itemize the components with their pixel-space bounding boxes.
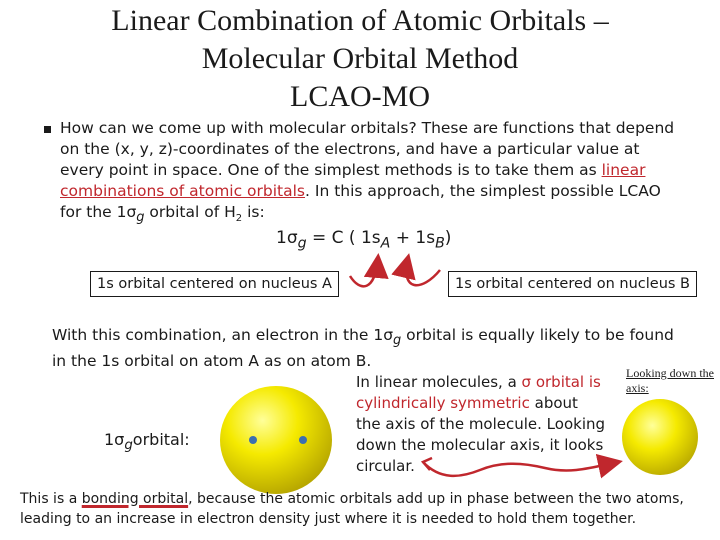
eq-sub-a: A bbox=[380, 235, 391, 252]
orbital-label-main: 1σ bbox=[104, 430, 125, 449]
lcao-link[interactable]: linear combinations of atomic orbitals bbox=[60, 161, 646, 200]
arrow-to-1sA bbox=[350, 258, 378, 286]
label-box-a: 1s orbital centered on nucleus A bbox=[90, 271, 339, 297]
looking-down-caption: Looking down the axis: bbox=[626, 366, 714, 395]
nucleus-a bbox=[249, 436, 257, 444]
bonding-orbital-term: bonding orbital bbox=[81, 491, 189, 507]
footer-text-1: This is a bbox=[20, 491, 82, 507]
eq-plus: + 1s bbox=[390, 228, 436, 248]
label-box-b: 1s orbital centered on nucleus B bbox=[448, 271, 697, 297]
title-line-1: Linear Combination of Atomic Orbitals – bbox=[111, 4, 609, 37]
eq-sub-b: B bbox=[435, 235, 445, 252]
sigma-text-2: about the axis of the molecule. Looking down the molecular axis, it looks circular. bbox=[356, 394, 606, 475]
wavy-arrow bbox=[423, 462, 618, 476]
eq-lhs-sub: g bbox=[297, 235, 307, 252]
combination-text-1: With this combination, an electron in the 1σ bbox=[52, 326, 394, 344]
eq-middle: = C ( 1s bbox=[306, 228, 381, 248]
nucleus-b bbox=[299, 436, 307, 444]
molecular-orbital-end-view bbox=[622, 399, 698, 475]
orbital-label-sub: g bbox=[124, 438, 133, 454]
title-line-2: Molecular Orbital Method bbox=[201, 42, 519, 75]
sigma-text-red: σ orbital is cylindrically symmetric bbox=[356, 373, 601, 412]
intro-sub-2: 2 bbox=[235, 213, 243, 225]
molecular-orbital-side-view bbox=[220, 386, 332, 494]
eq-lhs: 1σ bbox=[276, 228, 298, 248]
intro-text-1: How can we come up with molecular orbitals? These are functions that depend on the (x, y, z)-coordinates of the electrons, and have a particular value at every point in space. One of the simplest methods is to take them as bbox=[60, 119, 675, 179]
arrow-to-1sB bbox=[406, 258, 440, 285]
footer-paragraph bbox=[20, 489, 720, 529]
intro-text-2: . In this approach, the simplest possible LCAO for the 1σ bbox=[60, 182, 661, 221]
intro-sub-g: g bbox=[136, 210, 145, 226]
footer-text-2: , because the atomic orbitals add up in phase between the two atoms, leading to an increase in electron density just where it is needed to hold them together. bbox=[20, 491, 684, 527]
orbital-label-rest: orbital: bbox=[132, 430, 190, 449]
combination-text-2: orbital is equally likely to be found in the 1s orbital on atom A as on atom B. bbox=[52, 326, 674, 371]
sigma-text-1: In linear molecules, a bbox=[356, 373, 522, 391]
combination-sub-g: g bbox=[393, 333, 402, 349]
intro-text-4: is: bbox=[242, 203, 265, 221]
intro-text-3: orbital of H bbox=[144, 203, 236, 221]
title-line-3: LCAO-MO bbox=[290, 80, 430, 113]
eq-close: ) bbox=[444, 228, 452, 248]
